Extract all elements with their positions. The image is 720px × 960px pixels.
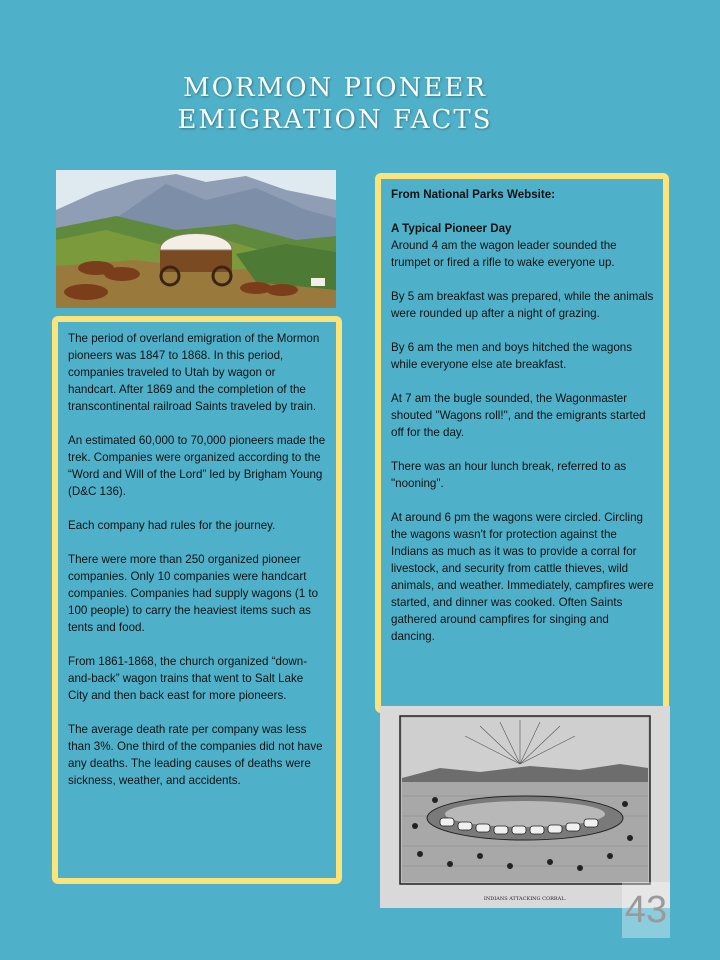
wagon-corral-engraving (380, 706, 670, 908)
fact-paragraph: Each company had rules for the journey. (68, 519, 276, 532)
pioneer-day-paragraph: At 7 am the bugle sounded, the Wagonmaster shouted "Wagons roll!", and the emigrants started off for the day. (391, 392, 646, 439)
title-line-1: MORMON PIONEER (183, 73, 487, 103)
emigration-facts-box (52, 316, 342, 884)
covered-wagon-painting (56, 170, 336, 308)
pioneer-day-paragraph: There was an hour lunch break, referred to as "nooning". (391, 460, 627, 490)
fact-paragraph: An estimated 60,000 to 70,000 pioneers made the trek. Companies were organized according to the “Word and Will of the Lord” led by Brigham Young (D&C 136). (68, 434, 326, 498)
pioneer-day-intro (391, 220, 654, 271)
pioneer-day-heading: A Typical Pioneer Day (391, 222, 512, 235)
fact-paragraph: From 1861-1868, the church organized “down-and-back” wagon trains that went to Salt Lake City and then back east for more pioneers. (68, 655, 308, 702)
page-title (120, 72, 550, 136)
fact-paragraph: The period of overland emigration of the Mormon pioneers was 1847 to 1868. In this period, companies traveled to Utah by wagon or handcart. After 1869 and the completion of the transcontinental railroad Saints traveled by train. (68, 332, 320, 413)
title-line-2: EMIGRATION FACTS (177, 105, 493, 135)
pioneer-day-intro-text: Around 4 am the wagon leader sounded the trumpet or fired a rifle to wake everyone up. (391, 239, 617, 269)
covered-wagon-painting-svg (56, 170, 336, 308)
pioneer-day-paragraph: By 6 am the men and boys hitched the wagons while everyone else ate breakfast. (391, 341, 633, 371)
pioneer-day-box (375, 173, 669, 713)
page-number: 43 (622, 882, 670, 938)
source-label: From National Parks Website: (391, 188, 556, 201)
pioneer-day-paragraph: By 5 am breakfast was prepared, while the animals were rounded up after a night of grazing. (391, 290, 654, 320)
fact-paragraph: There were more than 250 organized pioneer companies. Only 10 companies were handcart companies. Companies had supply wagons (1 to 100 people) to carry the heaviest items such as tents and food. (68, 553, 319, 634)
wagon-corral-engraving-svg (380, 706, 670, 908)
pioneer-day-paragraph: At around 6 pm the wagons were circled. Circling the wagons wasn't for protection against the Indians as much as it was to provide a corral for livestock, and security from cattle thieves, wild animals, and weather. Immediately, campfires were started, and dinner was cooked. Often Saints gathered around campfires for singing and dancing. (391, 511, 654, 643)
fact-paragraph: The average death rate per company was less than 3%. One third of the companies did not have any deaths. The leading causes of deaths were sickness, weather, and accidents. (68, 723, 323, 787)
engraving-caption: INDIANS ATTACKING CORRAL. (483, 896, 567, 902)
